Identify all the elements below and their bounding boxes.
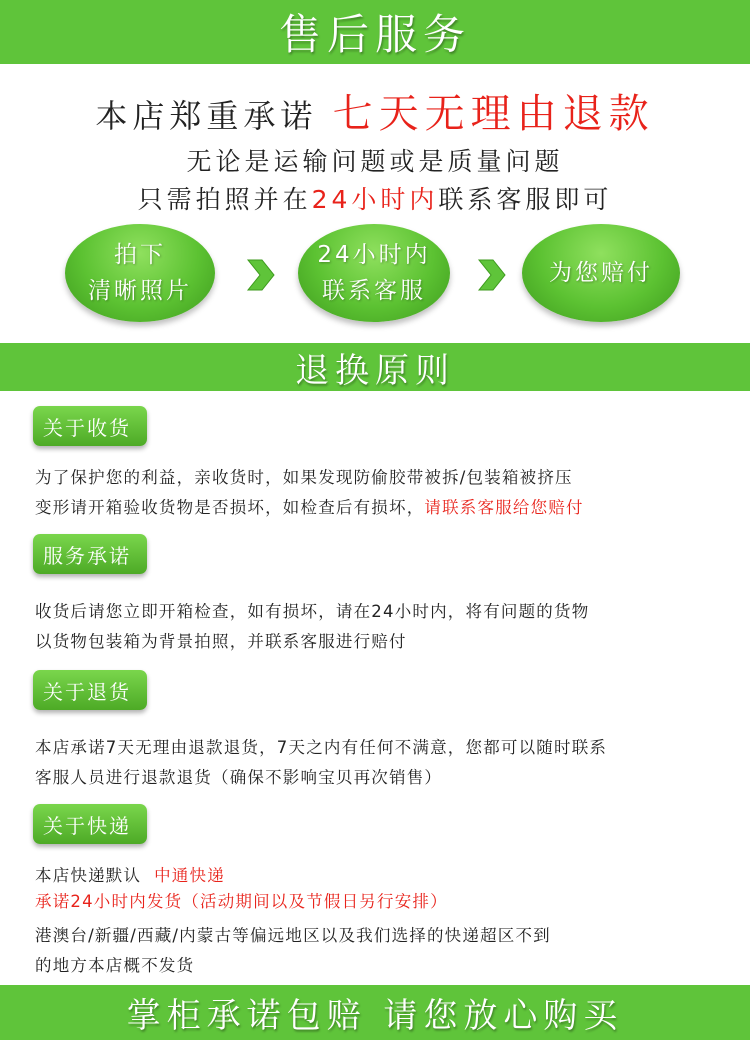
step-2-line-2: 联系客服 bbox=[322, 278, 426, 304]
service-line-2: 以货物包装箱为背景拍照，并联系客服进行赔付 bbox=[35, 632, 407, 651]
returns-line-2: 客服人员进行退款退货（确保不影响宝贝再次销售） bbox=[35, 768, 443, 787]
express-remote-line: 港澳台/新疆/西藏/内蒙古等偏远地区以及我们选择的快递超区不到 bbox=[35, 926, 551, 945]
section-title: 退换原则 bbox=[295, 350, 455, 391]
step-take-photo bbox=[65, 224, 215, 322]
express-ship-promise: 承诺24小时内发货 bbox=[35, 892, 183, 911]
chevron-right-icon bbox=[473, 258, 507, 292]
step-contact-service bbox=[298, 224, 450, 322]
express-ship-note: （活动期间以及节假日另行安排） bbox=[182, 892, 448, 911]
subtitle-post: 联系客服即可 bbox=[438, 185, 613, 214]
step-compensation bbox=[522, 224, 680, 322]
promise-headline bbox=[0, 82, 750, 139]
receiving-line-2 bbox=[35, 494, 584, 518]
step-2-line-1: 24小时内 bbox=[317, 242, 431, 268]
footer-banner bbox=[0, 985, 750, 1040]
express-no-ship-line: 的地方本店概不发货 bbox=[35, 956, 195, 975]
subtitle-line-2 bbox=[0, 180, 750, 216]
returns-line-1: 本店承诺7天无理由退款退货，7天之内有任何不满意，您都可以随时联系 bbox=[35, 738, 608, 757]
chevron-right-icon bbox=[242, 258, 276, 292]
returns-tag: 关于退货 bbox=[33, 670, 147, 710]
promise-highlight: 七天无理由退款 bbox=[332, 91, 655, 137]
step-1-line-1: 拍下 bbox=[114, 242, 166, 268]
subtitle-pre: 只需拍照并在 bbox=[137, 185, 312, 214]
express-default-label: 本店快递默认 bbox=[35, 866, 142, 885]
receiving-tag: 关于收货 bbox=[33, 406, 147, 446]
subtitle-line-1: 无论是运输问题或是质量问题 bbox=[186, 147, 564, 176]
step-3-line-1: 为您赔付 bbox=[549, 260, 653, 286]
service-tag: 服务承诺 bbox=[33, 534, 147, 574]
service-line-1: 收货后请您立即开箱检查，如有损坏，请在24小时内，将有问题的货物 bbox=[35, 602, 590, 621]
receiving-line-1: 为了保护您的利益，亲收货时，如果发现防偷胶带被拆/包装箱被挤压 bbox=[35, 468, 573, 487]
receiving-line-2-text: 变形请开箱验收货物是否损坏，如检查后有损坏， bbox=[35, 498, 425, 517]
express-default-line bbox=[35, 862, 225, 886]
section-banner bbox=[0, 343, 750, 391]
receiving-contact-note: 请联系客服给您赔付 bbox=[424, 498, 584, 517]
express-ship-line bbox=[35, 888, 448, 912]
promise-lead: 本店郑重承诺 bbox=[95, 97, 318, 135]
subtitle-hours: 24小时内 bbox=[311, 185, 439, 214]
footer-slogan: 掌柜承诺包赔 请您放心购买 bbox=[126, 996, 624, 1036]
express-default-value: 中通快递 bbox=[154, 866, 225, 885]
step-1-line-2: 清晰照片 bbox=[88, 278, 192, 304]
header-banner bbox=[0, 0, 750, 64]
header-title: 售后服务 bbox=[278, 10, 471, 59]
express-tag: 关于快递 bbox=[33, 804, 147, 844]
